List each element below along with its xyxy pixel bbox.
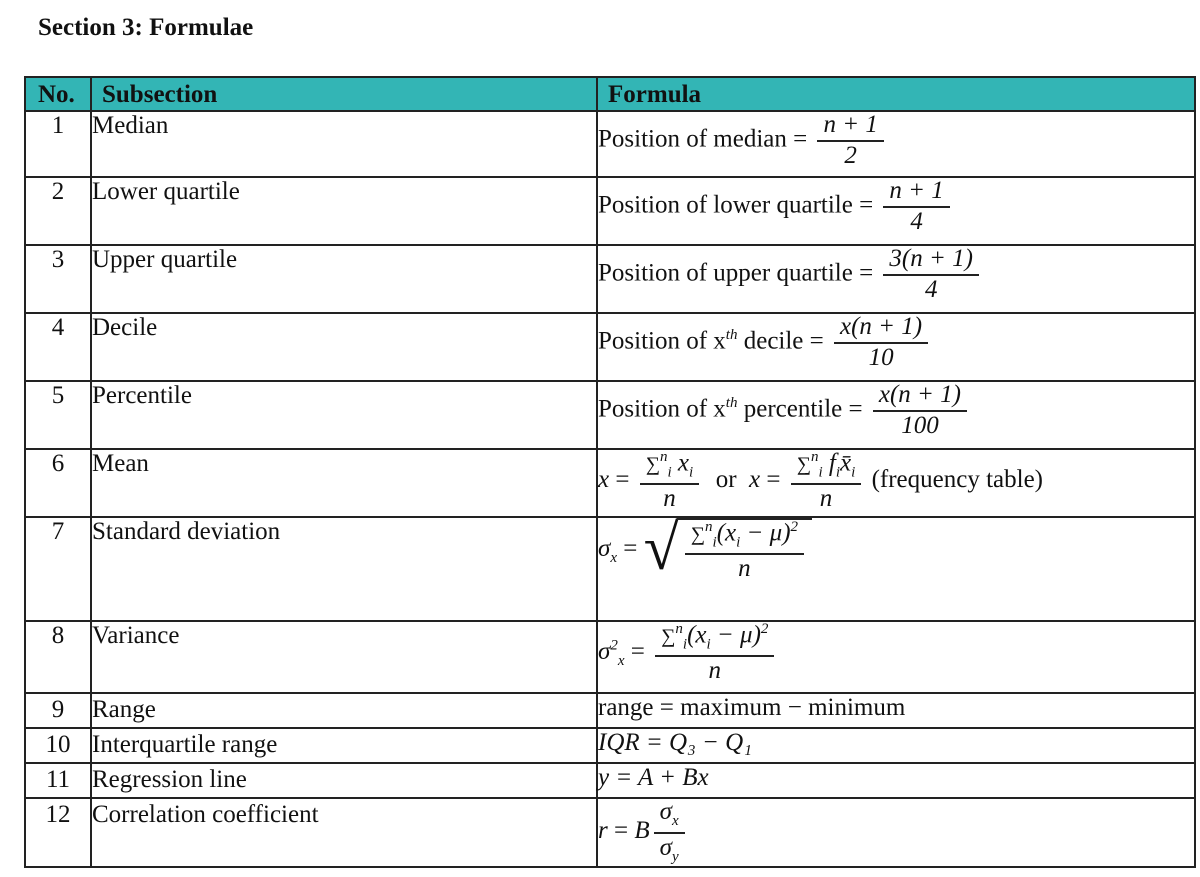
header-row <box>25 77 1195 111</box>
formula-cell <box>597 245 1195 313</box>
subsection-name: Variance <box>91 621 597 693</box>
table-row <box>25 313 1195 381</box>
denominator: 10 <box>868 344 894 372</box>
header-formula: Formula <box>597 77 1195 111</box>
subsection-name: Upper quartile <box>91 245 597 313</box>
formula-cell <box>597 381 1195 449</box>
table-row <box>25 177 1195 245</box>
row-number: 8 <box>25 621 91 693</box>
numerator: n + 1 <box>817 112 883 142</box>
subsection-name: Median <box>91 111 597 177</box>
numerator: n + 1 <box>883 178 949 208</box>
table-row <box>25 621 1195 693</box>
fraction <box>834 314 928 372</box>
table-row <box>25 245 1195 313</box>
variance-fraction: $\frac{\sum^n_i(x_i - \mu)^2}{n}$ <box>655 622 774 684</box>
subsection-name: Percentile <box>91 381 597 449</box>
formula-cell <box>597 111 1195 177</box>
formula-cell: range = maximum − minimum <box>597 693 1195 728</box>
table-row <box>25 381 1195 449</box>
fraction <box>873 382 967 440</box>
row-number: 5 <box>25 381 91 449</box>
formula-cell: $\sigma_x$ = √ $\frac{\sum^n_i(x_i - \mu)^2}{n}$ <box>597 517 1195 621</box>
formula-lhs: Position of lower quartile = <box>598 191 874 219</box>
square-root: √ $\frac{\sum^n_i(x_i - \mu)^2}{n}$ <box>644 518 812 582</box>
formula-cell: $\sigma^2_x$ = $\frac{\sum^n_i(x_i - \mu)^2}{n}$ <box>597 621 1195 693</box>
row-number: 2 <box>25 177 91 245</box>
denominator: 100 <box>901 412 939 440</box>
row-number: 11 <box>25 763 91 798</box>
table-row <box>25 693 1195 728</box>
denominator: 2 <box>844 142 857 170</box>
formula-lhs: Position of upper quartile = <box>598 259 874 287</box>
table-row <box>25 111 1195 177</box>
table-row <box>25 449 1195 517</box>
row-number: 6 <box>25 449 91 517</box>
table-row <box>25 798 1195 867</box>
fraction <box>883 178 949 236</box>
formula-post: decile = <box>743 327 824 355</box>
table-row <box>25 763 1195 798</box>
row-number: 4 <box>25 313 91 381</box>
table-row <box>25 517 1195 621</box>
formula-cell <box>597 177 1195 245</box>
numerator: 3(n + 1) <box>883 246 979 276</box>
correlation-fraction: $\frac{\sigma_x}{\sigma_y}$ <box>654 799 685 866</box>
frequency-note: (frequency table) <box>871 465 1044 493</box>
superscript: th <box>725 327 738 344</box>
fraction <box>883 246 979 304</box>
formula-post: percentile = <box>743 395 863 423</box>
subsection-name: Range <box>91 693 597 728</box>
section-title: Section 3: Formulae <box>38 14 254 41</box>
subsection-name: Standard deviation <box>91 517 597 621</box>
numerator: x(n + 1) <box>873 382 967 412</box>
formula-pre: Position of x <box>598 327 726 355</box>
header-no: No. <box>25 77 91 111</box>
formula-cell <box>597 313 1195 381</box>
row-number: 7 <box>25 517 91 621</box>
denominator: 4 <box>910 208 923 236</box>
subsection-name: Mean <box>91 449 597 517</box>
or-text: or <box>715 465 737 493</box>
table-row <box>25 728 1195 763</box>
fraction <box>817 112 883 170</box>
formula-lhs: Position of median = <box>598 125 808 153</box>
formula-cell: IQR = Q₃ − Q₁ <box>597 728 1195 763</box>
row-number: 12 <box>25 798 91 867</box>
formulae-table <box>24 76 1196 868</box>
formula-pre: Position of x <box>598 395 726 423</box>
formula-cell: r = B $\frac{\sigma_x}{\sigma_y}$ <box>597 798 1195 867</box>
row-number: 1 <box>25 111 91 177</box>
subsection-name: Regression line <box>91 763 597 798</box>
row-number: 3 <box>25 245 91 313</box>
subsection-name: Interquartile range <box>91 728 597 763</box>
subsection-name: Correlation coefficient <box>91 798 597 867</box>
formula-cell: y = A + Bx <box>597 763 1195 798</box>
row-number: 9 <box>25 693 91 728</box>
superscript: th <box>725 395 738 412</box>
row-number: 10 <box>25 728 91 763</box>
formula-cell: x = $\frac{\sum^n_i x_i}{n}$ or x = $\frac{\sum^n_i f_ix̄_i}{n}$ (frequency table) <box>597 449 1195 517</box>
numerator: x(n + 1) <box>834 314 928 344</box>
mean-frequency-fraction: $\frac{\sum^n_i f_ix̄_i}{n}$ <box>791 450 862 512</box>
header-subsection: Subsection <box>91 77 597 111</box>
subsection-name: Lower quartile <box>91 177 597 245</box>
subsection-name: Decile <box>91 313 597 381</box>
mean-fraction: $\frac{\sum^n_i x_i}{n}$ <box>640 450 699 512</box>
denominator: 4 <box>924 276 938 304</box>
